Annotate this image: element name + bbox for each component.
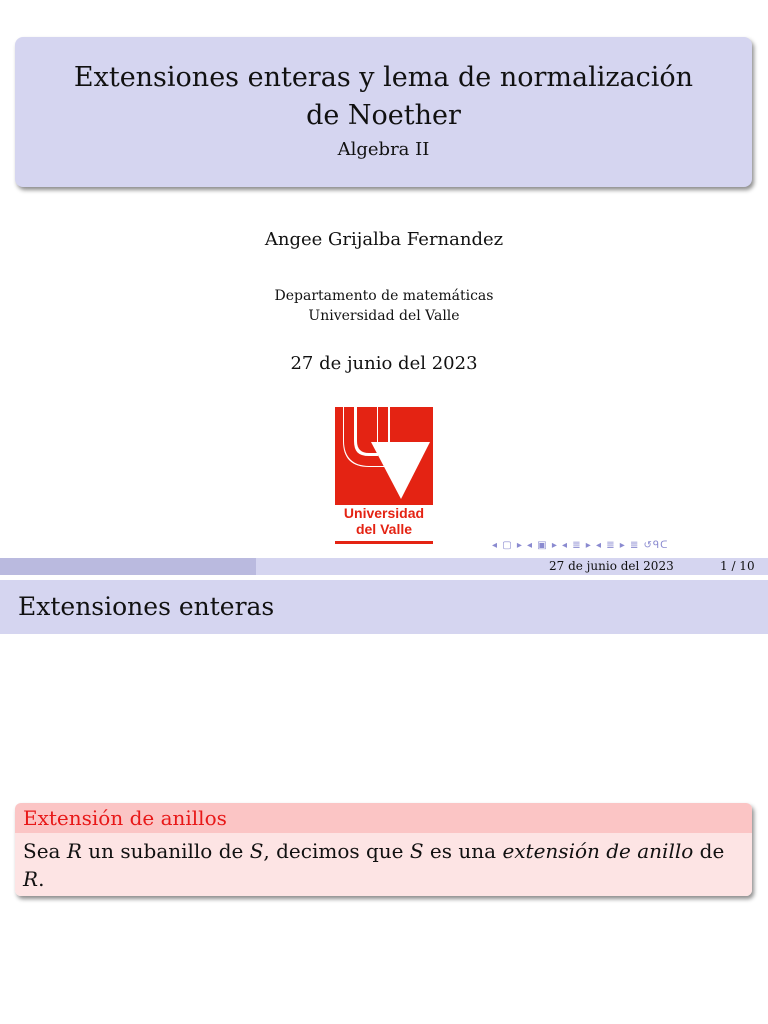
block-body: [15, 833, 752, 896]
block-text: un subanillo de: [81, 839, 250, 863]
footer-page-number: 1 / 10: [720, 559, 755, 573]
definition-block: [15, 803, 752, 896]
logo-text-line1: Universidad: [343, 505, 425, 521]
title-box: [15, 37, 752, 187]
math-S: S: [409, 839, 424, 863]
institute-university: Universidad del Valle: [308, 308, 460, 324]
frame-title: Extensiones enteras: [18, 592, 275, 621]
block-title: Extensión de anillos: [15, 803, 752, 833]
presentation-title: Extensiones enteras y lema de normalización de Noether: [73, 62, 694, 131]
beamer-navigation-symbols[interactable]: ◂ ▢ ▸ ◂ ▣ ▸ ◂ ≣ ▸ ◂ ≣ ▸ ≣ ↺ᑫᑕ: [492, 540, 669, 551]
math-R: R: [23, 867, 39, 891]
institute-department: Departamento de matemáticas: [274, 288, 494, 304]
logo-text-line2: del Valle: [355, 521, 413, 537]
block-text: Sea: [23, 839, 67, 863]
footer-bar-right: [256, 558, 768, 575]
footer-date: 27 de junio del 2023: [549, 559, 674, 573]
logo-corner: [391, 407, 433, 442]
block-text: , decimos que: [263, 839, 410, 863]
math-R: R: [66, 839, 82, 863]
block-text: de: [693, 839, 725, 863]
presentation-date: 27 de junio del 2023: [290, 353, 478, 374]
emphasized-term: extensión de anillo: [502, 839, 694, 863]
logo-underline: [335, 541, 433, 544]
block-text: es una: [423, 839, 503, 863]
footer-bar-left: [0, 558, 256, 575]
math-S: S: [249, 839, 264, 863]
block-text: .: [38, 867, 45, 891]
institute: [0, 286, 768, 326]
presentation-subtitle: Algebra II: [337, 139, 430, 160]
author: Angee Grijalba Fernandez: [264, 229, 504, 250]
university-logo: [335, 407, 433, 547]
